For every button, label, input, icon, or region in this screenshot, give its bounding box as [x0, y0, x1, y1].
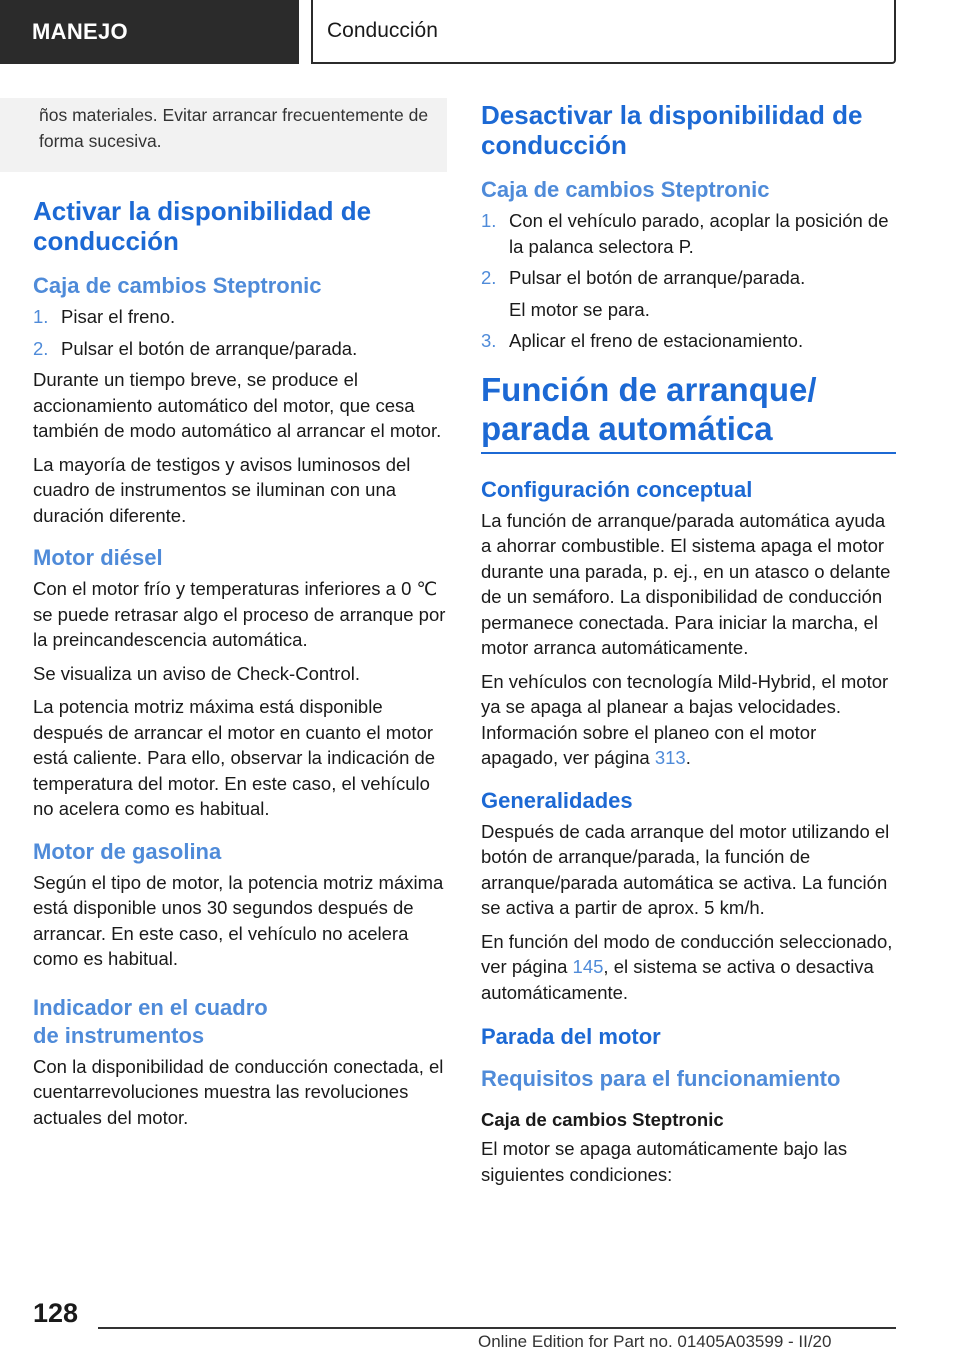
subheading-indicador: Indicador en el cuadro de instrumentos	[33, 994, 268, 1048]
subheading-steptronic-right: Caja de cambios Steptronic	[481, 177, 770, 202]
subheading-gasolina: Motor de gasolina	[33, 838, 222, 864]
list-item: 1. Pisar el freno.	[33, 306, 176, 327]
page-link-145[interactable]: 145	[572, 956, 604, 977]
paragraph: Con el motor frío y temperaturas inferiores a 0 ℃ se puede retrasar algo el proceso de arranque por la preincandescencia automática.	[33, 578, 446, 650]
main-heading: Función de arranque/ parada automática	[481, 370, 817, 447]
paragraph: Después de cada arranque del motor utilizando el botón de arranque/parada, la función de arranque/parada automática se activa. La función se activa a partir de aprox. 5 km/h.	[481, 820, 890, 918]
heading-configuracion: Configuración conceptual	[481, 476, 753, 502]
list-item: 2. Pulsar el botón de arranque/parada.	[33, 337, 358, 359]
page-number: 128	[33, 1298, 79, 1328]
paragraph: En función del modo de conducción seleccionado, ver página 145, el sistema se activa o desactiva automáticamente.	[481, 930, 893, 1003]
list-item-sub: El motor se para.	[509, 298, 650, 320]
paragraph: La función de arranque/parada automática ayuda a ahorrar combustible. El sistema apaga el motor durante una parada, p. ej., en un atasco o delante de un semáforo. La disponibilidad de conducción permanece conectada. Para iniciar la marcha, el motor arranca automáticamente.	[481, 509, 891, 658]
paragraph: La mayoría de testigos y avisos luminosos del cuadro de instrumentos se iluminan con una duración diferente.	[33, 453, 411, 526]
edition-note: Online Edition for Part no. 01405A03599 - II/20	[478, 1332, 832, 1351]
chapter-title: Conducción	[311, 0, 896, 64]
subheading-caja: Caja de cambios Steptronic	[481, 1109, 724, 1130]
paragraph: Se visualiza un aviso de Check-Control.	[33, 662, 360, 684]
section-tab: MANEJO	[0, 0, 299, 64]
left-column	[33, 100, 448, 1138]
steps-list-desactivar	[481, 208, 896, 354]
subheading-diesel: Motor diésel	[33, 545, 163, 570]
paragraph: Con la disponibilidad de conducción conectada, el cuentarrevoluciones muestra las revoluciones actuales del motor.	[33, 1055, 444, 1128]
right-column	[481, 100, 896, 1195]
footer-divider	[98, 1327, 896, 1329]
paragraph: El motor se apaga automáticamente bajo las siguientes condiciones:	[481, 1138, 848, 1185]
paragraph: En vehículos con tecnología Mild-Hybrid, el motor ya se apaga al planear a bajas velocidades. Información sobre el planeo con el motor apagado, ver página 313.	[481, 670, 889, 768]
continued-note-box: ños materiales. Evitar arrancar frecuentemente de forma sucesiva.	[0, 98, 447, 172]
paragraph: La potencia motriz máxima está disponible después de arrancar el motor en cuanto el motor está caliente. Para ello, observar la indicación de temperatura del motor. En este caso, el vehículo no acelera como es habitual.	[33, 696, 436, 819]
heading-desactivar: Desactivar la disponibilidad de conducción	[481, 100, 863, 160]
subheading-steptronic-left: Caja de cambios Steptronic	[33, 273, 322, 298]
steps-list-activar	[33, 304, 448, 361]
heading-parada: Parada del motor	[481, 1024, 661, 1049]
page-link-313[interactable]: 313	[654, 747, 686, 768]
list-item: 3. Aplicar el freno de estacionamiento.	[481, 330, 804, 351]
list-item: 2. Pulsar el botón de arranque/parada.	[481, 267, 806, 288]
heading-generalidades: Generalidades	[481, 787, 633, 813]
list-item: 1. Con el vehículo parado, acoplar la posición de la palanca selectora P.	[481, 210, 889, 257]
main-heading-wrap	[481, 370, 896, 454]
heading-activar: Activar la disponibilidad de conducción	[33, 196, 372, 256]
paragraph: Según el tipo de motor, la potencia motriz máxima está disponible unos 30 segundos después de arrancar. En este caso, el vehículo no acelera como es habitual.	[33, 871, 444, 969]
paragraph: Durante un tiempo breve, se produce el accionamiento automático del motor, que cesa también de modo automático al arrancar el motor.	[33, 369, 442, 441]
subheading-requisitos: Requisitos para el funcionamiento	[481, 1066, 841, 1091]
